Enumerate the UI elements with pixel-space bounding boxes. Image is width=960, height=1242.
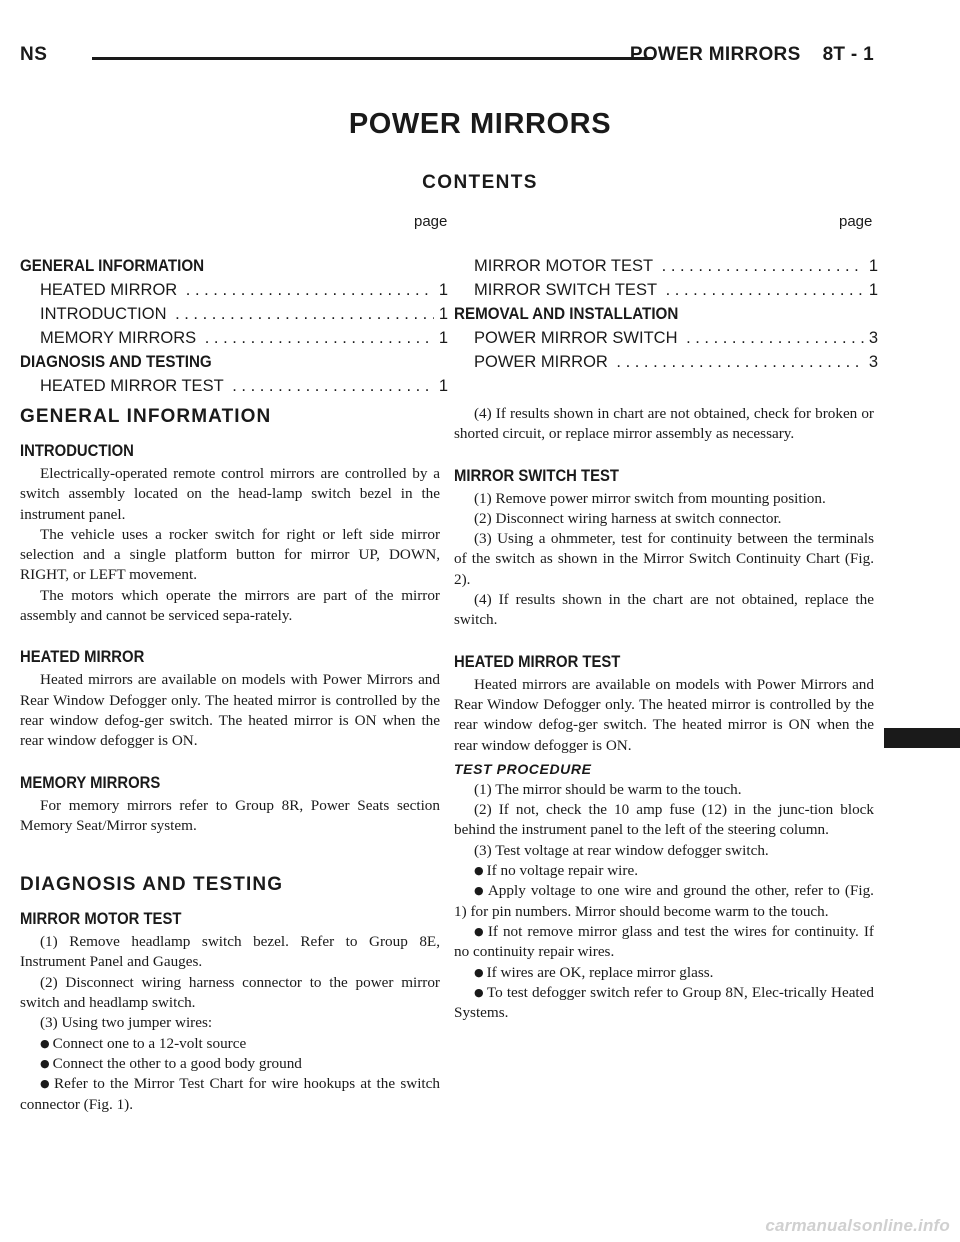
toc-entry-mirror-switch-test[interactable] [450, 278, 878, 302]
bullet-item: ● To test defogger switch refer to Group 8N, Elec-trically Heated Systems. [454, 983, 874, 1022]
toc-entry-page: 1 [865, 278, 878, 302]
toc-entry-label: INTRODUCTION [40, 305, 171, 323]
page-header [0, 44, 960, 74]
toc-entry-label: MEMORY MIRRORS [40, 329, 200, 347]
toc-entry-power-mirror[interactable] [450, 350, 878, 374]
toc-entry-label: MIRROR MOTOR TEST [474, 257, 657, 275]
toc-left-column [20, 254, 448, 398]
paragraph: For memory mirrors refer to Group 8R, Power Seats section Memory Seat/Mirror system. [20, 796, 440, 834]
toc-entry-label: HEATED MIRROR TEST [40, 377, 228, 395]
section-heading-general-information: GENERAL INFORMATION [20, 406, 272, 427]
body-right-column [454, 404, 874, 1023]
bullet-item: ● Connect the other to a good body ground [40, 1054, 302, 1072]
toc-entry-page: 1 [435, 278, 448, 302]
paragraph: The vehicle uses a rocker switch for right or left side mirror selection and a single platform button for mirror UP, DOWN, RIGHT, or LEFT movement. [20, 525, 440, 584]
subheading-mirror-switch-test: MIRROR SWITCH TEST [454, 466, 619, 485]
toc-entry-page: 3 [865, 326, 878, 350]
subheading-memory-mirrors: MEMORY MIRRORS [20, 773, 161, 792]
toc-category: GENERAL INFORMATION [20, 257, 205, 275]
header-rule [92, 57, 653, 60]
bullet-icon: ● [474, 884, 485, 898]
step: (2) If not, check the 10 amp fuse (12) in the junc-tion block behind the instrument panel to the left of the steering column. [454, 801, 874, 839]
toc-entry-label: HEATED MIRROR [40, 281, 181, 299]
toc-entry-page: 1 [435, 302, 448, 326]
bullet-item: ● If not remove mirror glass and test the wires for continuity. If no continuity repair wires. [454, 922, 874, 961]
step: (1) The mirror should be warm to the touch. [474, 780, 742, 798]
section-heading-diagnosis-and-testing: DIAGNOSIS AND TESTING [20, 874, 284, 896]
paragraph: Electrically-operated remote control mirrors are controlled by a switch assembly located on the head-lamp switch bezel in the instrument panel. [20, 465, 440, 523]
bullet-icon: ● [40, 1077, 52, 1091]
step: (3) Test voltage at rear window defogger switch. [474, 841, 769, 859]
step: (2) Disconnect wiring harness at switch connector. [474, 509, 782, 527]
toc-entry-label: POWER MIRROR [474, 353, 612, 371]
toc-entry-heated-mirror[interactable] [20, 278, 448, 302]
toc-right-column [450, 254, 878, 374]
subheading-mirror-motor-test: MIRROR MOTOR TEST [20, 910, 182, 929]
toc-entry-power-mirror-switch[interactable] [450, 326, 878, 350]
toc-category: DIAGNOSIS AND TESTING [20, 353, 212, 371]
bullet-icon: ● [40, 1056, 50, 1070]
toc-entry-memory-mirrors[interactable] [20, 326, 448, 350]
paragraph: Heated mirrors are available on models with Power Mirrors and Rear Window Defogger only. The heated mirror is controlled by the rear window defog-ger switch. The heated mirror is ON when the rear window defogger is ON. [20, 671, 440, 750]
toc-entry-label: MIRROR SWITCH TEST [474, 281, 661, 299]
paragraph: The motors which operate the mirrors are part of the mirror assembly and cannot be serviced sepa-rately. [20, 586, 440, 625]
toc-entry-heated-mirror-test[interactable] [20, 374, 448, 398]
section-tab-marker [884, 728, 960, 748]
subheading-heated-mirror-test: HEATED MIRROR TEST [454, 652, 621, 671]
subheading-test-procedure: TEST PROCEDURE [454, 760, 592, 777]
bullet-item: ● Refer to the Mirror Test Chart for wire hookups at the switch connector (Fig. 1). [20, 1075, 440, 1113]
toc-category: REMOVAL AND INSTALLATION [454, 305, 679, 323]
header-page-number: 8T - 1 [822, 44, 874, 65]
bullet-item: ● Apply voltage to one wire and ground the other, refer to (Fig. 1) for pin numbers. Mirror should become warm to the touch. [454, 882, 874, 920]
header-section [630, 44, 874, 66]
bullet-icon: ● [474, 924, 485, 938]
contents-heading: CONTENTS [422, 172, 538, 193]
step: (3) Using a ohmmeter, test for continuity between the terminals of the switch as shown in the Mirror Switch Continuity Chart (Fig. 2). [454, 530, 874, 588]
body-left-column [20, 404, 440, 1115]
toc-entry-page: 1 [435, 374, 448, 398]
bullet-item: ● If wires are OK, replace mirror glass. [474, 963, 714, 981]
step: (1) Remove headlamp switch bezel. Refer to Group 8E, Instrument Panel and Gauges. [20, 933, 440, 971]
header-model-code: NS [20, 44, 48, 65]
step: (4) If results shown in the chart are not obtained, replace the switch. [454, 591, 874, 629]
bullet-icon: ● [474, 985, 484, 999]
page-column-label-right: page [839, 213, 873, 230]
step: (4) If results shown in chart are not obtained, check for broken or shorted circuit, or replace mirror assembly as necessary. [454, 405, 874, 443]
step: (2) Disconnect wiring harness connector to the power mirror switch and headlamp switch. [20, 973, 440, 1012]
toc-entry-mirror-motor-test[interactable] [450, 254, 878, 278]
bullet-item: ● Connect one to a 12-volt source [40, 1034, 247, 1052]
subheading-heated-mirror: HEATED MIRROR [20, 648, 145, 667]
toc-entry-page: 3 [865, 350, 878, 374]
watermark: carmanualsonline.info [765, 1216, 950, 1235]
subheading-introduction: INTRODUCTION [20, 442, 134, 460]
bullet-icon: ● [40, 1036, 50, 1050]
step: (3) Using two jumper wires: [40, 1014, 213, 1032]
toc-entry-label: POWER MIRROR SWITCH [474, 329, 682, 347]
step: (1) Remove power mirror switch from mounting position. [474, 489, 826, 507]
page-column-label-left: page [414, 213, 448, 230]
toc-entry-page: 1 [435, 326, 448, 350]
toc-entry-page: 1 [865, 254, 878, 278]
header-section-title: POWER MIRRORS [629, 44, 801, 65]
toc-entry-introduction[interactable] [20, 302, 448, 326]
page-title: POWER MIRRORS [348, 108, 612, 140]
bullet-icon: ● [474, 864, 484, 878]
paragraph: Heated mirrors are available on models with Power Mirrors and Rear Window Defogger only. The heated mirror is controlled by the rear window defog-ger switch. The heated mirror is ON when the rear window defogger is ON. [454, 675, 874, 754]
bullet-item: ● If no voltage repair wire. [474, 862, 638, 880]
bullet-icon: ● [474, 965, 484, 979]
